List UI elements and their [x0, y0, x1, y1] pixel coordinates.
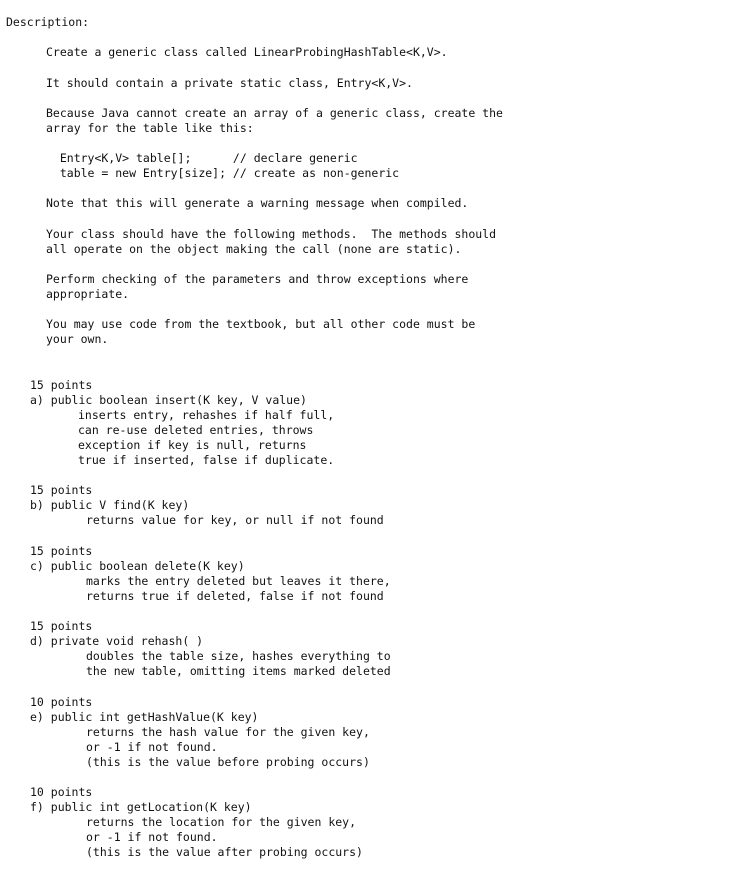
- intro-paragraph-6-line: all operate on the object making the call (none are static).: [46, 242, 462, 256]
- method-description-line: the new table, omitting items marked deleted: [86, 664, 391, 678]
- intro-paragraph-7-line: appropriate.: [46, 287, 130, 301]
- intro-paragraph-5-line: Note that this will generate a warning message when compiled.: [46, 196, 469, 210]
- intro-paragraph-8-line: your own.: [46, 332, 109, 346]
- method-points: 10 points: [30, 695, 93, 709]
- intro-paragraph-6-line: Your class should have the following methods. The methods should: [46, 227, 497, 241]
- intro-paragraph-7-line: Perform checking of the parameters and throw exceptions where: [46, 272, 469, 286]
- method-signature: e) public int getHashValue(K key): [30, 710, 259, 724]
- description-heading: Description:: [6, 15, 90, 29]
- intro-paragraph-1-line: Create a generic class called LinearProbingHashTable<K,V>.: [46, 45, 448, 59]
- method-description-line: (this is the value before probing occurs): [86, 755, 370, 769]
- method-signature: d) private void rehash( ): [30, 634, 204, 648]
- method-signature: f) public int getLocation(K key): [30, 800, 252, 814]
- intro-paragraph-3-line: Because Java cannot create an array of a generic class, create the: [46, 106, 503, 120]
- intro-paragraph-4-line: Entry<K,V> table[]; // declare generic: [46, 151, 358, 165]
- intro-paragraph-4-line: table = new Entry[size]; // create as non-generic: [46, 166, 400, 180]
- method-points: 15 points: [30, 378, 93, 392]
- method-signature: c) public boolean delete(K key): [30, 559, 245, 573]
- method-description-line: returns the hash value for the given key,: [86, 725, 370, 739]
- method-description-line: or -1 if not found.: [86, 740, 218, 754]
- method-signature: b) public V find(K key): [30, 498, 190, 512]
- method-description-line: can re-use deleted entries, throws: [78, 423, 314, 437]
- intro-paragraph-2-line: It should contain a private static class, Entry<K,V>.: [46, 76, 413, 90]
- method-description-line: returns true if deleted, false if not found: [86, 589, 384, 603]
- method-description-line: marks the entry deleted but leaves it there,: [86, 574, 391, 588]
- method-description-line: returns the location for the given key,: [86, 815, 357, 829]
- intro-paragraph-3-line: array for the table like this:: [46, 121, 254, 135]
- method-description-line: doubles the table size, hashes everything to: [86, 649, 391, 663]
- method-points: 10 points: [30, 785, 93, 799]
- method-description-line: inserts entry, rehashes if half full,: [78, 408, 335, 422]
- method-points: 15 points: [30, 619, 93, 633]
- method-description-line: returns value for key, or null if not found: [86, 513, 384, 527]
- method-signature: a) public boolean insert(K key, V value): [30, 393, 307, 407]
- method-description-line: exception if key is null, returns: [78, 438, 307, 452]
- method-points: 15 points: [30, 544, 93, 558]
- method-description-line: true if inserted, false if duplicate.: [78, 453, 335, 467]
- method-description-line: (this is the value after probing occurs): [86, 845, 363, 859]
- method-description-line: or -1 if not found.: [86, 830, 218, 844]
- method-points: 15 points: [30, 483, 93, 497]
- intro-paragraph-8-line: You may use code from the textbook, but all other code must be: [46, 317, 476, 331]
